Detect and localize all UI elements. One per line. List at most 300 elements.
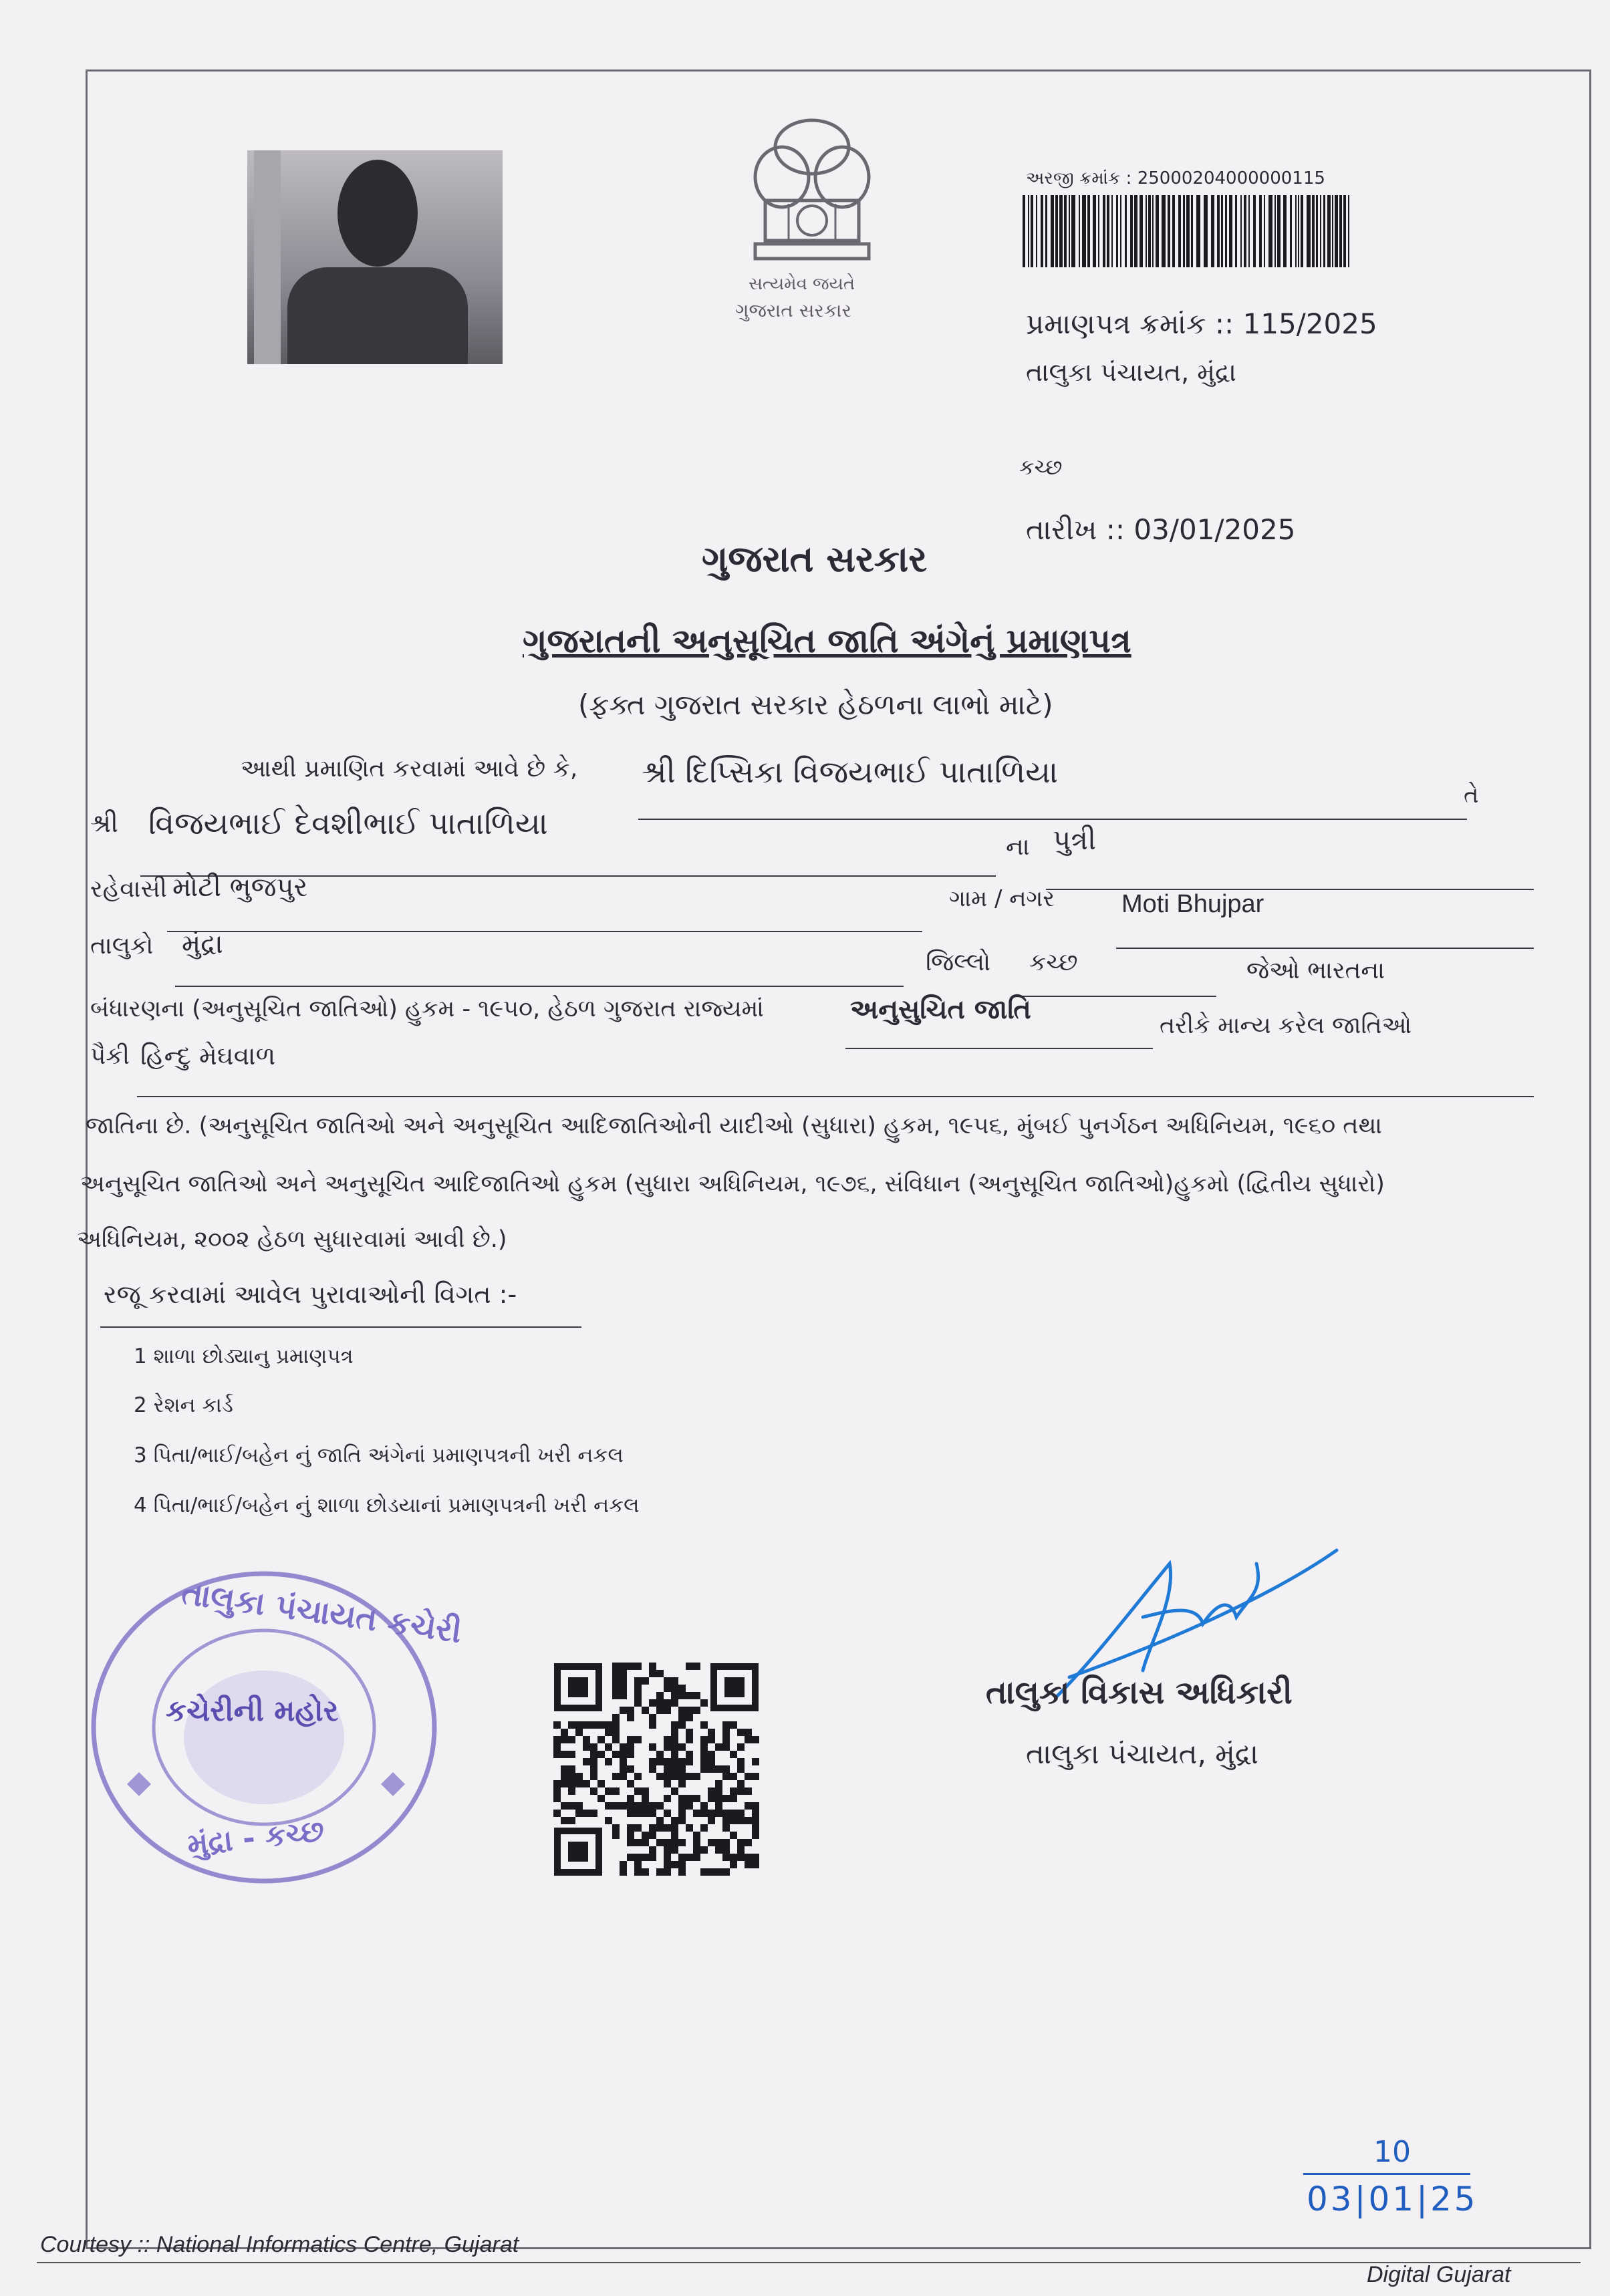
qr-module — [590, 1773, 597, 1780]
qr-module — [612, 1773, 620, 1780]
qr-module — [597, 1751, 605, 1758]
qr-module — [590, 1810, 597, 1817]
qr-module — [678, 1758, 686, 1765]
qr-module — [664, 1707, 671, 1714]
qr-module — [686, 1758, 693, 1765]
qr-module — [708, 1839, 715, 1846]
qr-module — [664, 1758, 671, 1765]
village-label: ગામ / નગર — [949, 885, 1055, 912]
qr-module — [612, 1677, 620, 1685]
qr-module — [590, 1787, 597, 1795]
footer-courtesy: Courtesy :: National Informatics Centre, Gujarat — [40, 2232, 519, 2257]
barcode-bar — [1290, 195, 1292, 267]
barcode-bar — [1055, 195, 1058, 267]
qr-module — [590, 1721, 597, 1729]
qr-module — [671, 1787, 678, 1795]
barcode-bar — [1348, 195, 1349, 267]
barcode-bar — [1116, 195, 1118, 267]
barcode-bar — [1069, 195, 1070, 267]
qr-module — [656, 1758, 664, 1765]
barcode-bar — [1217, 195, 1220, 267]
barcode-bar — [1343, 195, 1346, 267]
qr-module — [649, 1699, 656, 1707]
qr-module — [686, 1729, 693, 1736]
qr-module — [752, 1773, 759, 1780]
qr-module — [686, 1824, 693, 1832]
qr-module — [627, 1795, 634, 1802]
applicant-name: શ્રી દિપ્સિકા વિજયભાઈ પાતાળિયા — [642, 754, 1059, 790]
qr-module — [752, 1736, 759, 1743]
verification-qr-code — [553, 1663, 759, 1876]
qr-module — [664, 1699, 671, 1707]
qr-module — [715, 1743, 722, 1751]
qr-module — [612, 1670, 620, 1677]
qr-module — [575, 1802, 583, 1810]
qr-module — [737, 1780, 745, 1787]
qr-module — [678, 1721, 686, 1729]
qr-module — [730, 1861, 737, 1868]
qr-module — [634, 1685, 642, 1692]
barcode-bar — [1148, 195, 1151, 267]
qr-module — [568, 1787, 575, 1795]
qr-module — [553, 1810, 561, 1817]
qr-module — [678, 1685, 686, 1692]
qr-module — [737, 1765, 745, 1773]
qr-module — [553, 1736, 561, 1743]
application-barcode — [1023, 195, 1353, 267]
barcode-bar — [1301, 195, 1303, 267]
qr-module — [620, 1868, 627, 1876]
qr-module — [664, 1736, 671, 1743]
qr-module — [634, 1839, 642, 1846]
qr-module — [568, 1751, 575, 1758]
qr-module — [634, 1692, 642, 1699]
qr-module — [745, 1839, 752, 1846]
qr-module — [590, 1765, 597, 1773]
qr-module — [708, 1758, 715, 1765]
qr-module — [664, 1824, 671, 1832]
handwritten-number: 10 — [1373, 2135, 1411, 2169]
barcode-bar — [1307, 195, 1311, 267]
qr-module — [656, 1817, 664, 1824]
qr-module — [620, 1692, 627, 1699]
qr-module — [627, 1854, 634, 1861]
qr-module — [752, 1861, 759, 1868]
qr-module — [612, 1714, 620, 1721]
qr-module — [561, 1736, 568, 1743]
barcode-bar — [1268, 195, 1272, 267]
qr-module — [597, 1736, 605, 1743]
qr-module — [730, 1810, 737, 1817]
barcode-bar — [1178, 195, 1181, 267]
qr-module — [752, 1802, 759, 1810]
qr-module — [708, 1795, 715, 1802]
barcode-bar — [1087, 195, 1090, 267]
qr-module — [642, 1795, 649, 1802]
qr-module — [553, 1787, 561, 1795]
barcode-bar — [1051, 195, 1054, 267]
barcode-bar — [1225, 195, 1227, 267]
qr-module — [700, 1743, 708, 1751]
barcode-bar — [1082, 195, 1086, 267]
qr-module — [597, 1780, 605, 1787]
qr-module — [671, 1721, 678, 1729]
qr-module — [678, 1861, 686, 1868]
qr-module — [700, 1810, 708, 1817]
stamp-center-text: કચેરીની મહોર — [166, 1694, 339, 1728]
qr-module — [671, 1729, 678, 1736]
qr-module — [590, 1758, 597, 1765]
relation-value: પુત્રી — [1053, 823, 1097, 856]
qr-module — [722, 1824, 730, 1832]
barcode-bar — [1316, 195, 1318, 267]
qr-module — [671, 1736, 678, 1743]
qr-module — [620, 1751, 627, 1758]
qr-module — [671, 1743, 678, 1751]
qr-module — [693, 1810, 700, 1817]
qr-module — [737, 1787, 745, 1795]
qr-module — [722, 1795, 730, 1802]
qr-module — [605, 1758, 612, 1765]
district-label: જિલ્લો — [926, 949, 991, 976]
barcode-bar — [1098, 195, 1099, 267]
barcode-bar — [1253, 195, 1256, 267]
qr-module — [671, 1685, 678, 1692]
barcode-bar — [1283, 195, 1287, 267]
qr-module — [627, 1736, 634, 1743]
qr-module — [649, 1810, 656, 1817]
stamp-ring-text: તાલુકા પંચાયત કચેરી — [179, 1574, 464, 1651]
qr-module — [737, 1854, 745, 1861]
barcode-bar — [1093, 195, 1096, 267]
qr-module — [634, 1861, 642, 1868]
qr-module — [620, 1765, 627, 1773]
qr-module — [575, 1773, 583, 1780]
qr-module — [627, 1707, 634, 1714]
qr-module — [722, 1817, 730, 1824]
qr-module — [583, 1743, 590, 1751]
qr-module — [693, 1663, 700, 1670]
qr-module — [620, 1758, 627, 1765]
certificate-subtitle: (ફક્ત ગુજરાત સરકાર હેઠળના લાભો માટે) — [578, 688, 1053, 721]
qr-module — [745, 1736, 752, 1743]
qr-module — [722, 1854, 730, 1861]
qr-module — [656, 1670, 664, 1677]
qr-module — [664, 1743, 671, 1751]
qr-module — [700, 1751, 708, 1758]
qr-module — [745, 1802, 752, 1810]
barcode-bar — [1221, 195, 1223, 267]
qr-module — [722, 1736, 730, 1743]
barcode-bar — [1259, 195, 1262, 267]
barcode-bar — [1327, 195, 1331, 267]
qr-module — [686, 1773, 693, 1780]
qr-module — [612, 1824, 620, 1832]
barcode-bar — [1323, 195, 1325, 267]
taluka-label: તાલુકો — [90, 932, 154, 960]
qr-module — [715, 1846, 722, 1854]
qr-module — [700, 1868, 708, 1876]
qr-module — [568, 1721, 575, 1729]
qr-module — [634, 1677, 642, 1685]
qr-module — [678, 1773, 686, 1780]
qr-module — [583, 1758, 590, 1765]
qr-module — [722, 1810, 730, 1817]
footer-divider — [37, 2262, 1581, 2263]
barcode-bar — [1071, 195, 1075, 267]
qr-module — [715, 1839, 722, 1846]
qr-module — [605, 1729, 612, 1736]
qr-module — [671, 1692, 678, 1699]
qr-module — [575, 1780, 583, 1787]
resident-line — [167, 931, 922, 932]
qr-module — [678, 1817, 686, 1824]
qr-module — [634, 1802, 642, 1810]
barcode-bar — [1332, 195, 1333, 267]
qr-module — [671, 1832, 678, 1839]
qr-module — [671, 1699, 678, 1707]
qr-module — [693, 1773, 700, 1780]
barcode-bar — [1274, 195, 1276, 267]
qr-module — [634, 1663, 642, 1670]
resident-value: મોટી ભુજપુર — [172, 872, 308, 903]
handwritten-divider — [1303, 2173, 1470, 2175]
barcode-bar — [1059, 195, 1063, 267]
qr-module — [671, 1765, 678, 1773]
qr-module — [671, 1758, 678, 1765]
qr-module — [590, 1751, 597, 1758]
qr-module — [745, 1861, 752, 1868]
qr-module — [612, 1729, 620, 1736]
qr-module — [708, 1751, 715, 1758]
qr-module — [700, 1736, 708, 1743]
qr-module — [649, 1758, 656, 1765]
qr-module — [627, 1780, 634, 1787]
qr-module — [553, 1795, 561, 1802]
qr-module — [730, 1751, 737, 1758]
barcode-bar — [1312, 195, 1315, 267]
applicant-photo — [247, 150, 503, 364]
qr-module — [664, 1685, 671, 1692]
qr-module — [612, 1802, 620, 1810]
qr-module — [627, 1765, 634, 1773]
signatory-designation: તાલુકા વિકાસ અધિકારી — [986, 1674, 1293, 1711]
qr-module — [656, 1751, 664, 1758]
qr-module — [612, 1663, 620, 1670]
qr-module — [620, 1773, 627, 1780]
documents-heading-line — [100, 1326, 581, 1328]
qr-module — [664, 1861, 671, 1868]
recognised-text: તરીકે માન્ય કરેલ જાતિઓ — [1160, 1012, 1412, 1039]
qr-module — [664, 1810, 671, 1817]
barcode-bar — [1335, 195, 1338, 267]
qr-module — [568, 1765, 575, 1773]
qr-module — [605, 1817, 612, 1824]
barcode-bar — [1186, 195, 1190, 267]
qr-module — [671, 1817, 678, 1824]
qr-module — [605, 1787, 612, 1795]
qr-module — [634, 1854, 642, 1861]
qr-module — [634, 1773, 642, 1780]
caste-value: હિન્દુ મેઘવાળ — [140, 1041, 276, 1070]
barcode-bar — [1191, 195, 1193, 267]
qr-module — [642, 1787, 649, 1795]
relation-line — [1046, 889, 1534, 890]
qr-module — [561, 1817, 568, 1824]
suffix-te: તે — [1464, 782, 1479, 809]
certify-prefix: આથી પ્રમાણિત કરવામાં આવે છે કે, — [241, 755, 578, 782]
barcode-bar — [1204, 195, 1208, 267]
qr-module — [700, 1765, 708, 1773]
qr-module — [612, 1721, 620, 1729]
qr-module — [752, 1817, 759, 1824]
father-name: વિજયભાઈ દેવશીભાઈ પાતાળિયા — [148, 805, 548, 841]
qr-module — [745, 1729, 752, 1736]
qr-module — [649, 1832, 656, 1839]
qr-module — [605, 1721, 612, 1729]
qr-module — [730, 1854, 737, 1861]
qr-module — [671, 1751, 678, 1758]
qr-module — [671, 1861, 678, 1868]
qr-module — [627, 1663, 634, 1670]
qr-module — [745, 1787, 752, 1795]
qr-module — [730, 1773, 737, 1780]
qr-module — [656, 1824, 664, 1832]
qr-module — [612, 1751, 620, 1758]
qr-module — [715, 1787, 722, 1795]
qr-module — [678, 1743, 686, 1751]
qr-module — [656, 1839, 664, 1846]
barcode-bar — [1295, 195, 1297, 267]
paiki-label: પૈકી — [90, 1042, 130, 1070]
qr-module — [686, 1714, 693, 1721]
barcode-bar — [1196, 195, 1200, 267]
barcode-bar — [1120, 195, 1121, 267]
qr-module — [708, 1765, 715, 1773]
qr-module — [575, 1810, 583, 1817]
qr-module — [634, 1824, 642, 1832]
district-value: કચ્છ — [1029, 949, 1078, 976]
qr-module — [686, 1736, 693, 1743]
barcode-bar — [1079, 195, 1080, 267]
qr-module — [590, 1743, 597, 1751]
qr-module — [553, 1743, 561, 1751]
qr-module — [730, 1817, 737, 1824]
legal-paragraph-line3: અધિનિયમ, ૨૦૦૨ હેઠળ સુધારવામાં આવી છે.) — [77, 1226, 507, 1253]
barcode-bar — [1023, 195, 1025, 267]
category-value: અનુસુચિત જાતિ — [850, 994, 1031, 1025]
qr-module — [649, 1663, 656, 1670]
qr-module — [597, 1721, 605, 1729]
qr-module — [649, 1743, 656, 1751]
bharat-text: જેઓ ભારતના — [1246, 957, 1385, 984]
barcode-bar — [1244, 195, 1246, 267]
qr-module — [656, 1692, 664, 1699]
qr-module — [627, 1810, 634, 1817]
shri-label: શ્રી — [90, 809, 118, 838]
barcode-bar — [1125, 195, 1127, 267]
qr-module — [700, 1846, 708, 1854]
handwritten-date: 03|01|25 — [1307, 2180, 1478, 2218]
qr-module — [664, 1795, 671, 1802]
barcode-bar — [1298, 195, 1299, 267]
qr-module — [627, 1743, 634, 1751]
state-emblem-icon — [735, 114, 889, 334]
qr-module — [649, 1714, 656, 1721]
qr-module — [664, 1846, 671, 1854]
qr-module — [568, 1817, 575, 1824]
barcode-bar — [1168, 195, 1170, 267]
qr-module — [715, 1868, 722, 1876]
qr-module — [671, 1824, 678, 1832]
qr-module — [678, 1839, 686, 1846]
qr-module — [678, 1765, 686, 1773]
taluka-line — [175, 986, 904, 987]
barcode-bar — [1130, 195, 1133, 267]
document-item-1: 1 શાળા છોડ્યાનુ પ્રમાણપત્ર — [134, 1344, 354, 1369]
qr-module — [561, 1729, 568, 1736]
district-name: કચ્છ — [1019, 454, 1063, 480]
qr-module — [620, 1670, 627, 1677]
qr-module — [700, 1721, 708, 1729]
qr-module — [686, 1692, 693, 1699]
qr-module — [561, 1802, 568, 1810]
qr-module — [664, 1780, 671, 1787]
barcode-bar — [1240, 195, 1242, 267]
barcode-bar — [1229, 195, 1232, 267]
qr-module — [752, 1854, 759, 1861]
certificate-title: ગુજરાતની અનુસૂચિત જાતિ અંગેનું પ્રમાણપત્ર — [523, 621, 1131, 660]
qr-module — [612, 1692, 620, 1699]
qr-module — [722, 1773, 730, 1780]
qr-module — [693, 1854, 700, 1861]
qr-module — [715, 1810, 722, 1817]
qr-module — [553, 1721, 561, 1729]
qr-module — [583, 1721, 590, 1729]
qr-module — [620, 1685, 627, 1692]
signatory-office: તાલુકા પંચાયત, મુંદ્રા — [1026, 1737, 1259, 1770]
qr-module — [620, 1677, 627, 1685]
qr-module — [737, 1810, 745, 1817]
qr-module — [708, 1736, 715, 1743]
qr-module — [678, 1810, 686, 1817]
qr-module — [664, 1854, 671, 1861]
barcode-bar — [1339, 195, 1342, 267]
village-value: Moti Bhujpar — [1121, 890, 1264, 918]
qr-module — [627, 1802, 634, 1810]
qr-module — [664, 1677, 671, 1685]
qr-module — [620, 1802, 627, 1810]
qr-module — [620, 1707, 627, 1714]
qr-module — [737, 1846, 745, 1854]
qr-module — [649, 1721, 656, 1729]
qr-module — [686, 1663, 693, 1670]
applicant-name-line — [638, 819, 1467, 820]
qr-module — [730, 1787, 737, 1795]
document-item-3: 3 પિતા/ભાઈ/બહેન નું જાતિ અંગેનાં પ્રમાણપત્રની ખરી નકલ — [134, 1443, 624, 1467]
qr-module — [715, 1802, 722, 1810]
barcode-bar — [1139, 195, 1143, 267]
stamp-bottom-text: મુંદ્રા - કચ્છ — [185, 1814, 326, 1862]
qr-module — [627, 1839, 634, 1846]
qr-module — [642, 1677, 649, 1685]
qr-module — [708, 1868, 715, 1876]
qr-module — [708, 1810, 715, 1817]
qr-module — [656, 1699, 664, 1707]
qr-module — [708, 1729, 715, 1736]
barcode-bar — [1031, 195, 1033, 267]
qr-module — [627, 1824, 634, 1832]
